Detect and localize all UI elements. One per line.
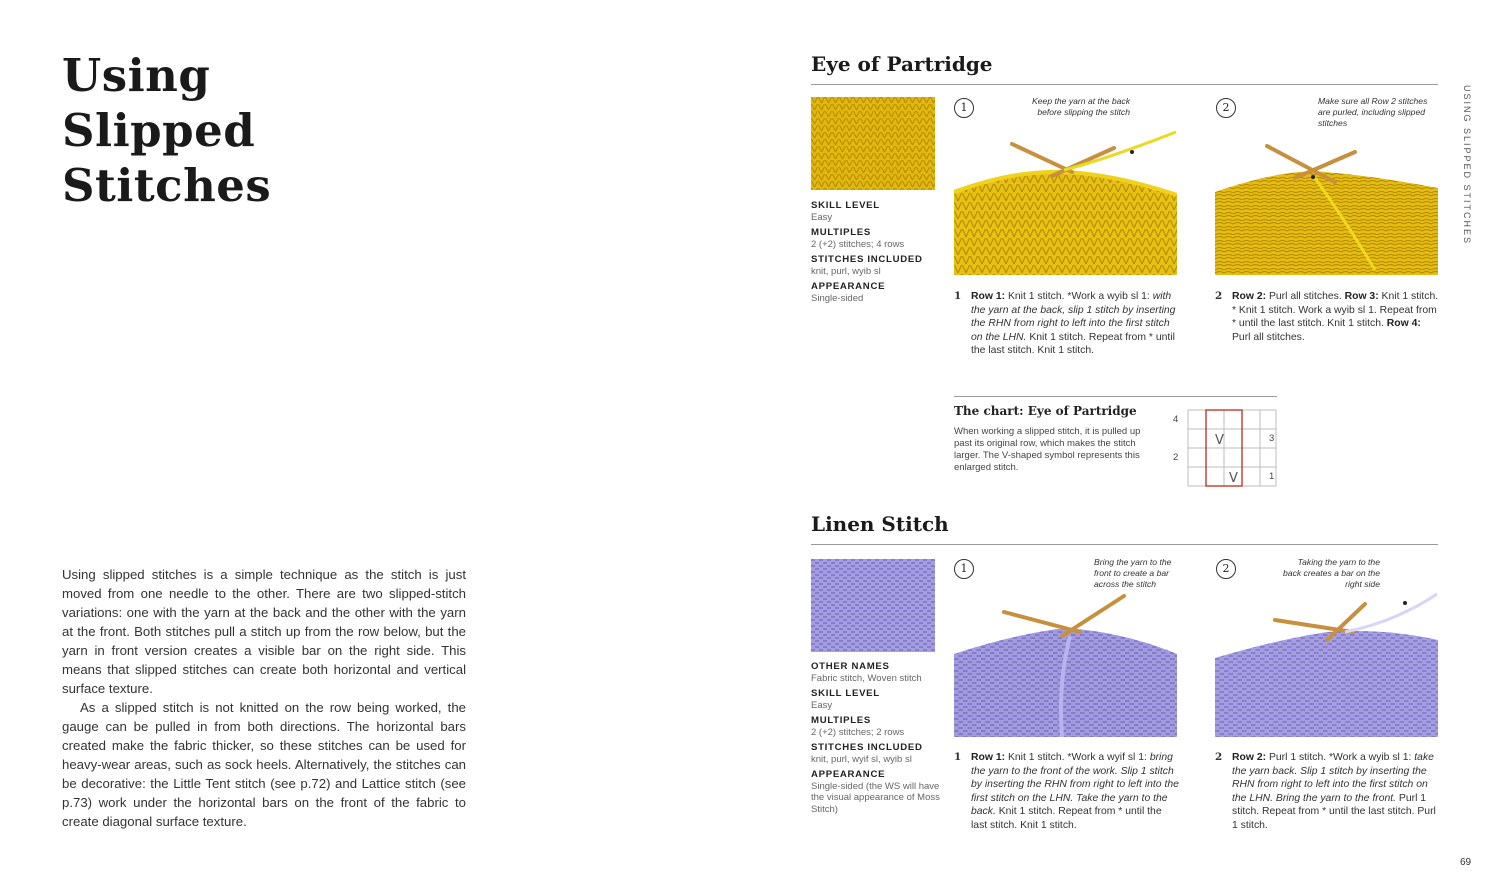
eye-step-2-instructions <box>1215 290 1439 350</box>
page-title-line-1: Using <box>62 49 211 102</box>
step-annotation: Bring the yarn to the front to create a bar across the stitch <box>1094 557 1172 589</box>
step-annotation: Taking the yarn to the back creates a bar on the right side <box>1283 557 1380 589</box>
info-label: APPEARANCE <box>811 769 886 780</box>
eye-step-1-instructions <box>954 290 1180 380</box>
info-label: APPEARANCE <box>811 281 886 292</box>
info-label: MULTIPLES <box>811 715 871 726</box>
step-number-badge: 2 <box>1216 559 1236 579</box>
info-value: Single-sided <box>811 292 864 304</box>
linen-step-1-photo <box>954 592 1177 737</box>
chart-row-label: 4 <box>1173 414 1179 425</box>
instruction-number: 1 <box>954 290 962 302</box>
section-rule <box>811 544 1438 545</box>
chart-heading: The chart: Eye of Partridge <box>954 404 1137 418</box>
info-value: Fabric stitch, Woven stitch <box>811 672 922 684</box>
instruction-number: 1 <box>954 751 962 763</box>
linen-info-panel <box>811 657 941 815</box>
step-number-badge: 2 <box>1216 98 1236 118</box>
linen-step-2-photo <box>1215 592 1438 737</box>
slip-symbol-row-1: V <box>1229 471 1238 486</box>
info-value: 2 (+2) stitches; 2 rows <box>811 726 905 738</box>
info-label: SKILL LEVEL <box>811 200 880 211</box>
page-title-line-2: Slipped <box>62 104 256 157</box>
chart-rule <box>954 396 1277 397</box>
running-head: USING SLIPPED STITCHES <box>1462 85 1472 246</box>
section-rule <box>811 84 1438 85</box>
step-number-badge: 1 <box>954 559 974 579</box>
instruction-text: Row 1: Knit 1 stitch. *Work a wyib sl 1: with the yarn at the back, slip 1 stitch by inserting the RHN from right to left into the first stitch on the LHN. Knit 1 stitch. Repeat from * until the last stitch. Knit 1 stitch. <box>971 291 1176 357</box>
eye-info-panel <box>811 196 941 304</box>
chart-row-label: 2 <box>1173 452 1179 463</box>
chart-description: When working a slipped stitch, it is pulled up past its original row, which makes the stitch larger. The V-shaped symbol represents this enlarged stitch. <box>954 426 1141 473</box>
slip-symbol-row-3: V <box>1215 433 1224 448</box>
info-value: knit, purl, wyif sl, wyib sl <box>811 753 912 765</box>
instruction-number: 2 <box>1215 290 1223 302</box>
info-label: STITCHES INCLUDED <box>811 742 923 753</box>
lavender-swatch-image <box>811 559 935 652</box>
chart-row-label: 3 <box>1269 433 1275 444</box>
page-title-line-3: Stitches <box>62 159 272 212</box>
info-label: SKILL LEVEL <box>811 688 880 699</box>
info-value: Easy <box>811 211 833 223</box>
info-value: knit, purl, wyib sl <box>811 265 881 277</box>
intro-paragraph-1: Using slipped stitches is a simple technique as the stitch is just moved from one needle to the other. There are two slipped-stitch variations: one with the yarn at the back and the other with the yarn at the front. Both stitches pull a stitch up from the row below, but the yarn in front version creates a visible bar on the right side. This means that slipped stitches can create both horizontal and vertical surface texture. <box>62 567 466 696</box>
info-value: Single-sided (the WS will have the visual appearance of Moss Stitch) <box>811 780 940 815</box>
intro-text <box>62 565 466 831</box>
section-heading-eye-of-partridge: Eye of Partridge <box>811 52 993 76</box>
instruction-text: Row 1: Knit 1 stitch. *Work a wyif sl 1: bring the yarn to the front of the work. Slip 1 stitch by inserting the RHN from right to left into the first stitch on the LHN. Take the yarn to the back. Knit 1 stitch. Repeat from * until the last stitch. Knit 1 stitch. <box>971 752 1179 831</box>
info-label: MULTIPLES <box>811 227 871 238</box>
step-number-badge: 1 <box>954 98 974 118</box>
info-label: STITCHES INCLUDED <box>811 254 923 265</box>
eye-step-1-photo <box>954 130 1177 275</box>
yellow-swatch-image <box>811 97 935 190</box>
eye-step-2-photo <box>1215 130 1438 275</box>
intro-paragraph-2: As a slipped stitch is not knitted on the row being worked, the gauge can be pulled in from both directions. The horizontal bars created make the fabric thicker, so these stitches can be used for heavy-wear areas, such as sock heels. Alternatively, the stitches can be decorative: the Little Tent stitch (see p.72) and Lattice stitch (see p.73) work under the horizontal bars on the front of the fabric to create diagonal surface texture. <box>62 700 466 829</box>
step-annotation: Keep the yarn at the back before slipping the stitch <box>1032 96 1130 117</box>
instruction-number: 2 <box>1215 751 1223 763</box>
instruction-text: Row 2: Purl 1 stitch. *Work a wyib sl 1: take the yarn back. Slip 1 stitch by inserting the RHN from right to left into the first stitch on the LHN. Bring the yarn to the front. Purl 1 stitch. Repeat from * until the last stitch. Purl 1 stitch. <box>1232 752 1436 831</box>
chart-row-label: 1 <box>1269 471 1275 482</box>
step-annotation: Make sure all Row 2 stitches are purled, including slipped stitches <box>1318 96 1428 128</box>
info-value: 2 (+2) stitches; 4 rows <box>811 238 905 250</box>
page-number: 69 <box>1460 857 1472 868</box>
linen-step-2-instructions <box>1215 751 1439 851</box>
page-title <box>62 48 271 213</box>
linen-step-1-instructions <box>954 751 1180 851</box>
info-label: OTHER NAMES <box>811 661 890 672</box>
instruction-text: Row 2: Purl all stitches. Row 3: Knit 1 stitch. * Knit 1 stitch. Work a wyib sl 1. Repeat from * until the last stitch. Knit 1 stitch. Row 4: Purl all stitches. <box>1232 291 1439 343</box>
section-heading-linen-stitch: Linen Stitch <box>811 512 949 536</box>
info-value: Easy <box>811 699 833 711</box>
